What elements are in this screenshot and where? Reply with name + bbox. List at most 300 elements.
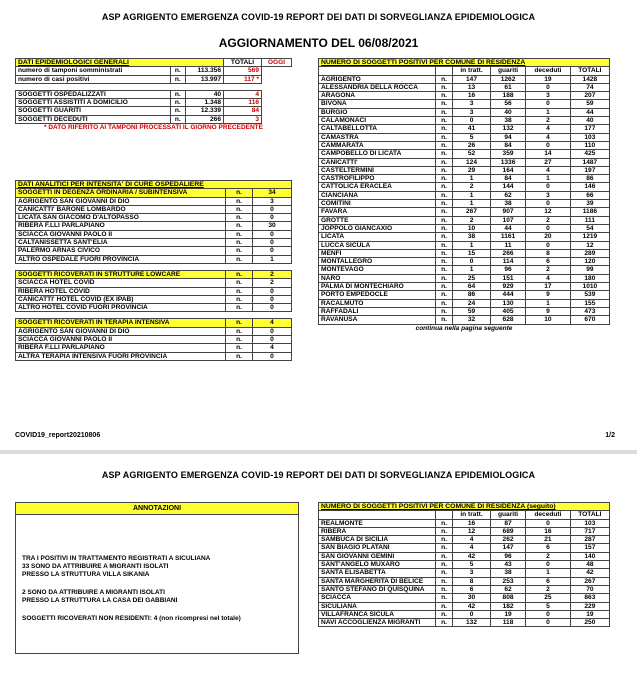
hospital-row [16, 327, 292, 335]
recovered-value: 84 [491, 141, 526, 149]
comune-name: PALMA DI MONTECHIARO [319, 283, 436, 291]
comune-name: SANTO STEFANO DI QUISQUINA [319, 585, 436, 593]
unit-label: n. [436, 519, 453, 527]
hospital-label: CANICATTI' BARONE LOMBARDO [16, 205, 226, 213]
hospital-row [16, 287, 292, 295]
deceased-value: 3 [526, 191, 571, 199]
recovered-value: 40 [491, 108, 526, 116]
hospital-row [16, 295, 292, 303]
deceased-value: 5 [526, 602, 571, 610]
in-treatment-value: 86 [453, 291, 491, 299]
unit-label: n. [436, 266, 453, 274]
unit-label: n. [226, 222, 253, 230]
total-value: 289 [570, 249, 609, 257]
unit-label: n. [226, 295, 253, 303]
annotation-line: TRA I POSITIVI IN TRATTAMENTO REGISTRATI A SICULIANA [22, 555, 211, 562]
deceased-value: 6 [526, 258, 571, 266]
total-value: 177 [570, 125, 609, 133]
recovered-value: 147 [491, 544, 526, 552]
hospital-value: 0 [253, 336, 292, 344]
hospital-value: 0 [253, 304, 292, 312]
unit-label: n. [436, 92, 453, 100]
today-value: 117 * [224, 75, 262, 83]
comune-row [319, 594, 610, 602]
comune-name: REALMONTE [319, 519, 436, 527]
comune-row [319, 133, 610, 141]
recovered-value: 94 [491, 133, 526, 141]
in-treatment-value: 6 [453, 585, 491, 593]
deceased-value: 17 [526, 283, 571, 291]
recovered-value: 96 [491, 266, 526, 274]
comune-row [319, 191, 610, 199]
total-value: 146 [570, 183, 609, 191]
unit-label: n. [226, 197, 253, 205]
recovered-value: 84 [491, 175, 526, 183]
comune-row [319, 274, 610, 282]
in-treatment-value: 32 [453, 316, 491, 324]
unit-label: n. [436, 307, 453, 315]
hospital-row [16, 239, 292, 247]
total-value: 70 [570, 585, 609, 593]
total-value: 42 [570, 569, 609, 577]
unit-label: n. [436, 316, 453, 324]
recovered-value: 405 [491, 307, 526, 315]
unit-label: n. [436, 258, 453, 266]
annotation-line: 33 SONO DA ATTRIBUIRE A MIGRANTI ISOLATI [22, 563, 169, 570]
in-treatment-value: 2 [453, 183, 491, 191]
hospital-row [16, 247, 292, 255]
unit-label: n. [436, 108, 453, 116]
in-treatment-value: 13 [453, 83, 491, 91]
unit-label: n. [436, 175, 453, 183]
comune-row [319, 92, 610, 100]
comune-row [319, 527, 610, 535]
col-deceduti: deceduti [526, 67, 571, 75]
general-data-table [15, 58, 292, 131]
hospital-label: ALTRA TERAPIA INTENSIVA FUORI PROVINCIA [16, 352, 226, 360]
deceased-value: 14 [526, 150, 571, 158]
comune-row [319, 602, 610, 610]
total-value: 287 [570, 536, 609, 544]
today-value: 569 [224, 67, 262, 75]
hospital-label: SCIACCA GIOVANNI PAOLO II [16, 230, 226, 238]
unit-label: n. [436, 610, 453, 618]
unit-label: n. [436, 133, 453, 141]
general-row [16, 67, 292, 75]
in-treatment-value: 16 [453, 92, 491, 100]
comune-name: COMITINI [319, 200, 436, 208]
in-treatment-value: 2 [453, 216, 491, 224]
unit-label: n. [171, 90, 186, 98]
hospital-row [16, 270, 292, 278]
unit-label: n. [226, 247, 253, 255]
hospital-label: AGRIGENTO SAN GIOVANNI DI DIO [16, 197, 226, 205]
unit-label: n. [436, 299, 453, 307]
unit-label: n. [436, 141, 453, 149]
deceased-value: 0 [526, 100, 571, 108]
deceased-value: 0 [526, 519, 571, 527]
general-note: * DATO RIFERITO AI TAMPONI PROCESSATI IL GIORNO PRECEDENTE [44, 124, 263, 132]
hospital-label: SOGGETTI RICOVERATI IN TERAPIA INTENSIVA [16, 319, 226, 327]
comune-name: RAFFADALI [319, 307, 436, 315]
unit-label: n. [436, 527, 453, 535]
total-value: 1186 [570, 208, 609, 216]
recovered-value: 118 [491, 619, 526, 627]
in-treatment-value: 147 [453, 75, 491, 83]
col-in-tratt: in tratt. [453, 511, 491, 519]
general-row [16, 75, 292, 83]
col-guariti: guariti [491, 511, 526, 519]
in-treatment-value: 38 [453, 233, 491, 241]
hospital-value: 0 [253, 327, 292, 335]
general-label: SOGGETTI ASSISTITI A DOMICILIO [16, 99, 171, 107]
comune-row [319, 585, 610, 593]
total-value: 207 [570, 92, 609, 100]
total-value: 1.348 [185, 99, 223, 107]
deceased-value: 4 [526, 133, 571, 141]
deceased-value: 4 [526, 274, 571, 282]
hospital-title: DATI ANALITICI PER INTENSITA' DI CURE OSPEDALIERE [16, 181, 292, 189]
unit-label: n. [436, 602, 453, 610]
total-value: 197 [570, 166, 609, 174]
hospital-value: 34 [253, 189, 292, 197]
deceased-value: 2 [526, 585, 571, 593]
today-value: 116 [224, 99, 262, 107]
hospital-label: PALERMO ARNAS CIVICO [16, 247, 226, 255]
comune-name: NAVI ACCOGLIENZA MIGRANTI [319, 619, 436, 627]
unit-label: n. [171, 75, 186, 83]
footer-filename: COVID19_report20210806 [15, 432, 101, 439]
comune-row [319, 216, 610, 224]
comune-row [319, 158, 610, 166]
unit-label: n. [226, 270, 253, 278]
comune-name: SANTA ELISABETTA [319, 569, 436, 577]
comune-row [319, 117, 610, 125]
hospital-label: CANICATTI' HOTEL COVID (EX IPAB) [16, 295, 226, 303]
total-value: 539 [570, 291, 609, 299]
deceased-value: 3 [526, 92, 571, 100]
unit-label: n. [171, 99, 186, 107]
deceased-value: 10 [526, 316, 571, 324]
in-treatment-value: 15 [453, 249, 491, 257]
total-value: 12 [570, 241, 609, 249]
comune-name: CIANCIANA [319, 191, 436, 199]
comune-row [319, 166, 610, 174]
deceased-value: 19 [526, 75, 571, 83]
total-value: 59 [570, 100, 609, 108]
spacer-row [16, 312, 292, 319]
total-value: 48 [570, 561, 609, 569]
comune-name: ARAGONA [319, 92, 436, 100]
recovered-value: 19 [491, 610, 526, 618]
comune-name: GROTTE [319, 216, 436, 224]
general-row [16, 107, 292, 115]
comune-name: RAVANUSA [319, 316, 436, 324]
in-treatment-value: 26 [453, 141, 491, 149]
total-value: 155 [570, 299, 609, 307]
hospital-label: AGRIGENTO SAN GIOVANNI DI DIO [16, 327, 226, 335]
hospital-value: 4 [253, 319, 292, 327]
comune-name: JOPPOLO GIANCAXIO [319, 224, 436, 232]
in-treatment-value: 52 [453, 150, 491, 158]
hospital-row [16, 352, 292, 360]
comuni-title: NUMERO DI SOGGETTI POSITIVI PER COMUNE DI RESIDENZA [319, 59, 610, 67]
comune-row [319, 241, 610, 249]
total-value: 180 [570, 274, 609, 282]
total-value: 157 [570, 544, 609, 552]
hospital-label: LICATA SAN GIACOMO D'ALTOPASSO [16, 214, 226, 222]
comune-row [319, 208, 610, 216]
recovered-value: 96 [491, 552, 526, 560]
comune-name: CALAMONACI [319, 117, 436, 125]
hospital-label: ALTRO OSPEDALE FUORI PROVINCIA [16, 255, 226, 263]
comune-row [319, 75, 610, 83]
comune-row [319, 183, 610, 191]
total-value: 473 [570, 307, 609, 315]
today-value: 4 [224, 90, 262, 98]
comune-name: MENFI [319, 249, 436, 257]
hospital-table [15, 180, 292, 361]
comune-row [319, 610, 610, 618]
total-value: 54 [570, 224, 609, 232]
today-value: 3 [224, 115, 262, 123]
comune-row [319, 544, 610, 552]
annotation-line [16, 605, 298, 615]
recovered-value: 56 [491, 100, 526, 108]
comune-name: AGRIGENTO [319, 75, 436, 83]
comune-name: NARO [319, 274, 436, 282]
recovered-value: 62 [491, 585, 526, 593]
unit-label: n. [436, 166, 453, 174]
total-value: 40 [570, 117, 609, 125]
in-treatment-value: 59 [453, 307, 491, 315]
total-value: 113.356 [185, 67, 223, 75]
recovered-value: 151 [491, 274, 526, 282]
hospital-value: 0 [253, 247, 292, 255]
recovered-value: 182 [491, 602, 526, 610]
hospital-value: 0 [253, 352, 292, 360]
comune-name: PORTO EMPEDOCLE [319, 291, 436, 299]
hospital-value: 0 [253, 287, 292, 295]
recovered-value: 253 [491, 577, 526, 585]
in-treatment-value: 16 [453, 519, 491, 527]
deceased-value: 2 [526, 117, 571, 125]
deceased-value: 20 [526, 233, 571, 241]
deceased-value: 0 [526, 141, 571, 149]
in-treatment-value: 0 [453, 117, 491, 125]
in-treatment-value: 124 [453, 158, 491, 166]
in-treatment-value: 0 [453, 258, 491, 266]
unit-label: n. [436, 158, 453, 166]
unit-label: n. [436, 241, 453, 249]
recovered-value: 132 [491, 125, 526, 133]
general-data-title: DATI EPIDEMIOLOGICI GENERALI [16, 59, 224, 67]
comune-row [319, 619, 610, 627]
total-value: 1219 [570, 233, 609, 241]
comune-name: CASTROFILIPPO [319, 175, 436, 183]
in-treatment-value: 30 [453, 594, 491, 602]
hospital-value: 2 [253, 270, 292, 278]
deceased-value: 12 [526, 208, 571, 216]
comune-name: BURGIO [319, 108, 436, 116]
unit-label: n. [436, 233, 453, 241]
unit-label: n. [436, 100, 453, 108]
hospital-row [16, 279, 292, 287]
total-value: 1010 [570, 283, 609, 291]
deceased-value: 1 [526, 569, 571, 577]
recovered-value: 164 [491, 166, 526, 174]
comune-row [319, 536, 610, 544]
annotation-line [16, 579, 298, 589]
in-treatment-value: 5 [453, 133, 491, 141]
in-treatment-value: 0 [453, 610, 491, 618]
recovered-value: 266 [491, 249, 526, 257]
in-treatment-value: 12 [453, 527, 491, 535]
deceased-value: 27 [526, 158, 571, 166]
hospital-value: 1 [253, 255, 292, 263]
deceased-value: 0 [526, 183, 571, 191]
comune-row [319, 141, 610, 149]
today-value: 84 [224, 107, 262, 115]
comune-name: VILLAFRANCA SICULA [319, 610, 436, 618]
unit-label: n. [226, 214, 253, 222]
recovered-value: 929 [491, 283, 526, 291]
comune-row [319, 283, 610, 291]
in-treatment-value: 1 [453, 241, 491, 249]
unit-label: n. [226, 319, 253, 327]
unit-label: n. [171, 115, 186, 123]
comune-row [319, 258, 610, 266]
deceased-value: 8 [526, 249, 571, 257]
unit-label: n. [436, 536, 453, 544]
hospital-label: RIBERA F.LLI PARLAPIANO [16, 344, 226, 352]
comune-row [319, 108, 610, 116]
total-value: 863 [570, 594, 609, 602]
deceased-value: 4 [526, 125, 571, 133]
unit-label: n. [226, 189, 253, 197]
deceased-value: 2 [526, 266, 571, 274]
deceased-value: 1 [526, 299, 571, 307]
comune-row [319, 307, 610, 315]
general-label: SOGGETTI DECEDUTI [16, 115, 171, 123]
annotations-title: ANNOTAZIONI [16, 503, 298, 515]
in-treatment-value: 3 [453, 108, 491, 116]
total-value: 266 [185, 115, 223, 123]
unit-label: n. [436, 585, 453, 593]
in-treatment-value: 29 [453, 166, 491, 174]
unit-label: n. [171, 67, 186, 75]
deceased-value: 0 [526, 241, 571, 249]
comuni-table [318, 58, 610, 332]
comune-name: CAMMARATA [319, 141, 436, 149]
deceased-value: 6 [526, 544, 571, 552]
total-value: 13.997 [185, 75, 223, 83]
comune-name: BIVONA [319, 100, 436, 108]
annotation-line: PRESSO LA STRUTTURA VILLA SIKANIA [22, 571, 150, 578]
general-row [16, 99, 292, 107]
total-value: 99 [570, 266, 609, 274]
unit-label: n. [226, 327, 253, 335]
in-treatment-value: 267 [453, 208, 491, 216]
comune-name: LICATA [319, 233, 436, 241]
col-totali: TOTALI [570, 67, 609, 75]
deceased-value: 9 [526, 291, 571, 299]
unit-label: n. [436, 208, 453, 216]
deceased-value: 6 [526, 577, 571, 585]
recovered-value: 628 [491, 316, 526, 324]
comune-row [319, 100, 610, 108]
deceased-value: 4 [526, 166, 571, 174]
recovered-value: 114 [491, 258, 526, 266]
comune-row [319, 561, 610, 569]
in-treatment-value: 42 [453, 552, 491, 560]
comune-name: SICULIANA [319, 602, 436, 610]
hospital-row [16, 230, 292, 238]
hospital-row [16, 222, 292, 230]
deceased-value: 0 [526, 619, 571, 627]
unit-label: n. [436, 552, 453, 560]
unit-label: n. [436, 83, 453, 91]
total-value: 103 [570, 133, 609, 141]
hospital-value: 0 [253, 295, 292, 303]
in-treatment-value: 1 [453, 200, 491, 208]
hospital-value: 0 [253, 214, 292, 222]
comune-name: CATTOLICA ERACLEA [319, 183, 436, 191]
unit-label: n. [226, 255, 253, 263]
unit-label: n. [226, 344, 253, 352]
col-in-tratt: in tratt. [453, 67, 491, 75]
continued-note: continua nella pagina seguente [415, 324, 513, 332]
deceased-value: 9 [526, 307, 571, 315]
unit-label: n. [436, 594, 453, 602]
hospital-value: 0 [253, 230, 292, 238]
total-value: 717 [570, 527, 609, 535]
total-value: 1487 [570, 158, 609, 166]
in-treatment-value: 5 [453, 561, 491, 569]
comune-name: SCIACCA [319, 594, 436, 602]
hospital-value: 3 [253, 197, 292, 205]
recovered-value: 38 [491, 200, 526, 208]
col-deceduti: deceduti [526, 511, 571, 519]
unit-label: n. [436, 150, 453, 158]
deceased-value: 0 [526, 561, 571, 569]
general-label: numero di tamponi somministrati [16, 67, 171, 75]
unit-label: n. [436, 200, 453, 208]
unit-label: n. [436, 224, 453, 232]
comune-name: SANTA MARGHERITA DI BELICE [319, 577, 436, 585]
comune-row [319, 175, 610, 183]
unit-label: n. [436, 75, 453, 83]
deceased-value: 25 [526, 594, 571, 602]
recovered-value: 1336 [491, 158, 526, 166]
unit-label: n. [436, 544, 453, 552]
hospital-label: RIBERA F.LLI PARLAPIANO [16, 222, 226, 230]
in-treatment-value: 25 [453, 274, 491, 282]
recovered-value: 808 [491, 594, 526, 602]
in-treatment-value: 3 [453, 569, 491, 577]
deceased-value: 16 [526, 527, 571, 535]
general-label: SOGGETTI OSPEDALIZZATI [16, 90, 171, 98]
unit-label: n. [436, 569, 453, 577]
hospital-value: 4 [253, 344, 292, 352]
recovered-value: 38 [491, 569, 526, 577]
comune-row [319, 125, 610, 133]
recovered-value: 130 [491, 299, 526, 307]
total-value: 103 [570, 519, 609, 527]
comune-name: FAVARA [319, 208, 436, 216]
in-treatment-value: 64 [453, 283, 491, 291]
in-treatment-value: 4 [453, 544, 491, 552]
